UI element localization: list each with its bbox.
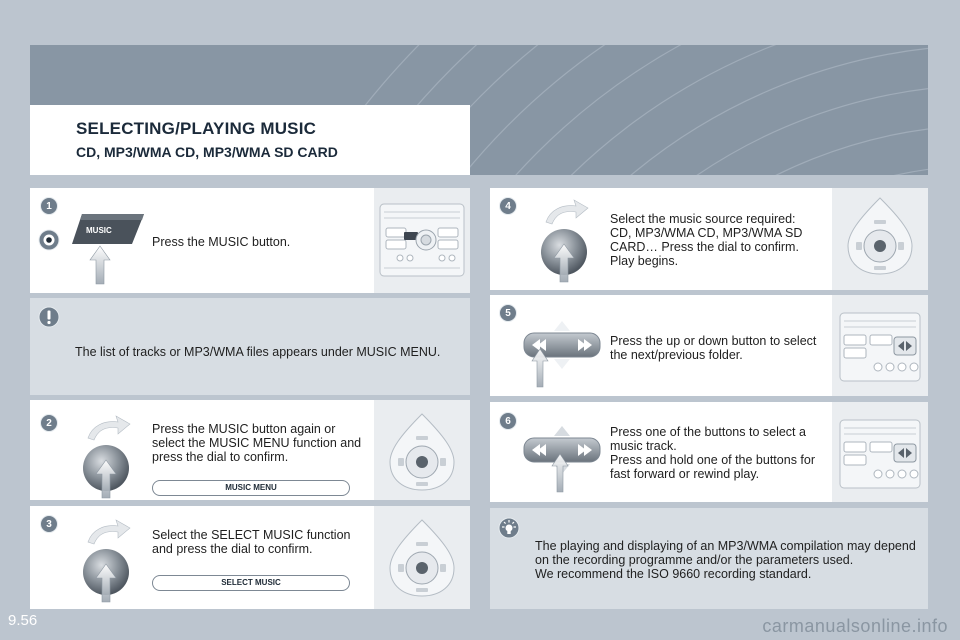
step-3-panel <box>30 506 470 609</box>
step-6-text: Press one of the buttons to select a music track. Press and hold one of the buttons for fast forward or rewind play. <box>610 425 815 481</box>
tip-note-panel <box>490 508 928 609</box>
step-6-radio-thumbnail <box>832 402 928 502</box>
step-4-dial-thumbnail <box>832 188 928 290</box>
step-4-text: Select the music source required: CD, MP3/WMA CD, MP3/WMA SD CARD… Press the dial to confirm. Play begins. <box>610 212 803 268</box>
seek-buttons-icon <box>520 422 610 502</box>
step-3-badge: 3 <box>40 515 58 533</box>
warning-icon <box>38 306 60 328</box>
title-box <box>30 105 470 175</box>
music-button-icon <box>72 210 152 290</box>
step-2-dial-thumbnail <box>374 400 470 500</box>
step-2-panel <box>30 400 470 500</box>
step-5-text: Press the up or down button to select the next/previous folder. <box>610 334 817 362</box>
step-3-text: Select the SELECT MUSIC function and press the dial to confirm. <box>152 528 351 556</box>
warning-note-panel <box>30 298 470 395</box>
page-title: SELECTING/PLAYING MUSIC <box>76 119 317 138</box>
step-1-text: Press the MUSIC button. <box>152 235 291 249</box>
rotary-dial-icon <box>536 196 616 296</box>
music-button-label: MUSIC <box>86 226 112 235</box>
step-1-radio-thumbnail <box>374 188 470 293</box>
step-6-panel <box>490 402 928 502</box>
step-6-badge: 6 <box>499 412 517 430</box>
step-4-badge: 4 <box>499 197 517 215</box>
step-1-badge: 1 <box>40 197 58 215</box>
radio-front-panel-icon <box>374 188 470 293</box>
page-subtitle: CD, MP3/WMA CD, MP3/WMA SD CARD <box>76 144 338 160</box>
step-4-panel <box>490 188 928 290</box>
step-5-badge: 5 <box>499 304 517 322</box>
step-2-badge: 2 <box>40 414 58 432</box>
rotary-dial-icon <box>78 412 158 512</box>
watermark: carmanualsonline.info <box>762 616 948 636</box>
eye-icon <box>38 229 60 251</box>
dial-control-icon <box>374 506 470 609</box>
select-music-screen-label: SELECT MUSIC <box>152 575 350 591</box>
step-2-text: Press the MUSIC button again or select the MUSIC MENU function and press the dial to confirm. <box>152 422 362 464</box>
warning-note-text: The list of tracks or MP3/WMA files appears under MUSIC MENU. <box>75 345 441 359</box>
music-menu-screen-label: MUSIC MENU <box>152 480 350 496</box>
radio-front-panel-icon <box>832 402 928 502</box>
rotary-dial-icon <box>78 516 158 616</box>
step-1-panel <box>30 188 470 293</box>
step-5-radio-thumbnail <box>832 295 928 396</box>
radio-front-panel-icon <box>832 295 928 396</box>
up-down-buttons-icon <box>520 317 610 397</box>
tip-note-text: The playing and displaying of an MP3/WMA compilation may depend on the recording programme and/or the parameters used. We recommend the ISO 9660 recording standard. <box>535 539 916 581</box>
page-number: 9.56 <box>8 612 38 629</box>
step-5-panel <box>490 295 928 396</box>
dial-control-icon <box>832 188 928 290</box>
step-3-dial-thumbnail <box>374 506 470 609</box>
dial-control-icon <box>374 400 470 500</box>
lightbulb-icon <box>498 517 520 539</box>
